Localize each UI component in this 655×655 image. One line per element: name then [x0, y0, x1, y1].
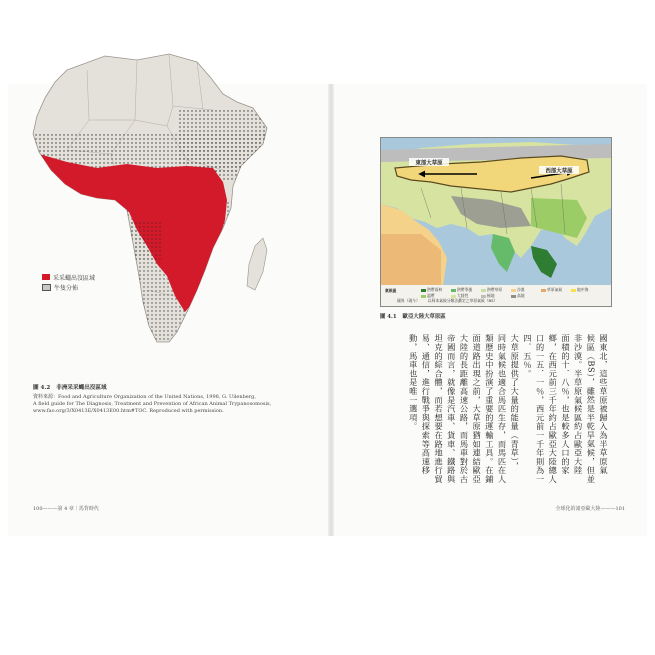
map-legend: [42, 272, 132, 292]
climate-legend-item: [571, 287, 601, 293]
vertical-body-text: [380, 334, 610, 486]
body-text-column: 非沙漠。半草原氣候區約占歐亞大陸: [573, 334, 584, 475]
legend-row-cattle: [42, 282, 132, 292]
figure-number: 圖 4.1: [380, 314, 397, 320]
body-text-column: 面積的十．八％，也是較多人口的家: [560, 334, 571, 475]
body-text-column: 同時氣候也適合馬匹生存，而馬匹在人: [497, 334, 508, 484]
legend-row-tsetse: [42, 272, 132, 282]
climate-swatch: [511, 289, 516, 292]
legend-cattle-label: 牛隻分佈: [54, 284, 79, 292]
climate-swatch: [451, 289, 456, 292]
source-line: www.fao.org/3/X0413E/X0413E00.htm#TOC. Reproduced with permission.: [33, 408, 224, 414]
climate-legend-title: 氣候區: [385, 288, 397, 293]
climate-swatch: [541, 289, 546, 292]
climate-legend: [380, 285, 612, 307]
body-text-column: 國東北，這些草原被歸入為半草原氣: [599, 334, 609, 475]
source-line: 資料來源：Food and Agriculture Organization of the United Nations, 1998, G. Uilenberg,: [33, 394, 256, 400]
climate-swatch: [571, 289, 576, 292]
tsetse-swatch: [42, 274, 50, 280]
climate-legend-label: 地中海: [577, 287, 589, 292]
figure-title-text: 歐亞大陸大草原區: [402, 314, 446, 320]
label-west-steppe: 西部大草原: [545, 168, 573, 175]
figure-4-1-caption: [380, 312, 446, 320]
legend-border-label: 國界（現今）: [397, 298, 420, 303]
climate-legend-label: 高地: [517, 293, 525, 298]
climate-swatch: [421, 289, 426, 292]
climate-legend-label: 熱帶草原: [487, 287, 503, 292]
body-text-column: 動，馬車也是唯一選項。: [408, 334, 419, 431]
climate-legend-label: 溫帶: [427, 293, 435, 298]
climate-legend-label: 極地: [487, 293, 495, 298]
climate-legend-label: 熱帶季風: [457, 287, 473, 292]
body-text-column: 口的一五．一％，西元前一千年則為一: [535, 334, 546, 484]
climate-swatch: [481, 289, 486, 292]
body-text-column: 四．五％。: [522, 334, 533, 378]
body-text-column: 面道路出現之前，大草原猶如連結歐亞: [472, 334, 483, 484]
climate-legend-item: [541, 287, 571, 293]
cattle-swatch: [42, 284, 51, 291]
figure-title-text: 非洲采采蠅出沒區域: [56, 385, 107, 391]
body-text-column: 候區（BS），雖然是半乾旱氣候，但並: [586, 334, 597, 484]
figure-number: 圖 4.2: [33, 385, 51, 391]
legend-tsetse-label: 采采蠅出沒區域: [53, 274, 96, 282]
madagascar: [247, 238, 267, 290]
climate-legend-bottom: [397, 298, 497, 304]
body-text-column: 帝國而言，就像是汽車、貨車、鐵路與: [446, 334, 457, 484]
legend-bs-label: 以柯本氣候分類法劃定之草原氣候（BS）: [427, 298, 498, 303]
body-text-column: 類歷史中扮演了重要的運輸工具。在鋪: [484, 334, 495, 484]
body-text-column: 大草原提供了大量的能量（青草），: [510, 334, 521, 471]
body-text-column: 大陸的長距離高速公路，而馬車對於古: [459, 334, 470, 484]
right-page-footer: 全球化的諸亞歐大陸———101: [555, 506, 625, 512]
label-east-steppe: 東部大草原: [415, 160, 443, 167]
figure-4-2-caption: [33, 385, 293, 415]
climate-legend-label: 熱帶雨林: [427, 287, 443, 292]
source-line: A field guide for The Diagnosis, Treatment and Prevention of African Animal Trypanosomosis,: [33, 401, 272, 407]
climate-legend-label: 大陸性: [457, 293, 469, 298]
climate-legend-item: [511, 293, 541, 299]
body-text-column: 坦克的綜合體，而若想要在路地進行貿: [434, 334, 445, 484]
book-gutter: [328, 84, 334, 536]
climate-legend-label: 沙漠: [517, 287, 525, 292]
eurasia-steppe-map: [380, 137, 612, 287]
body-text-column: 鄉，在西元前三千年約占歐亞大陸總人: [548, 334, 559, 484]
climate-swatch: [511, 295, 516, 298]
climate-legend-label: 草原氣候: [547, 287, 563, 292]
body-text-column: 易、通信，進行戰爭與探索等高速移: [421, 334, 432, 475]
left-page-footer: 100———第 4 章｜馬背時代: [33, 506, 99, 512]
africa-tsetse-map: [27, 50, 285, 350]
figure-title: [33, 385, 293, 392]
